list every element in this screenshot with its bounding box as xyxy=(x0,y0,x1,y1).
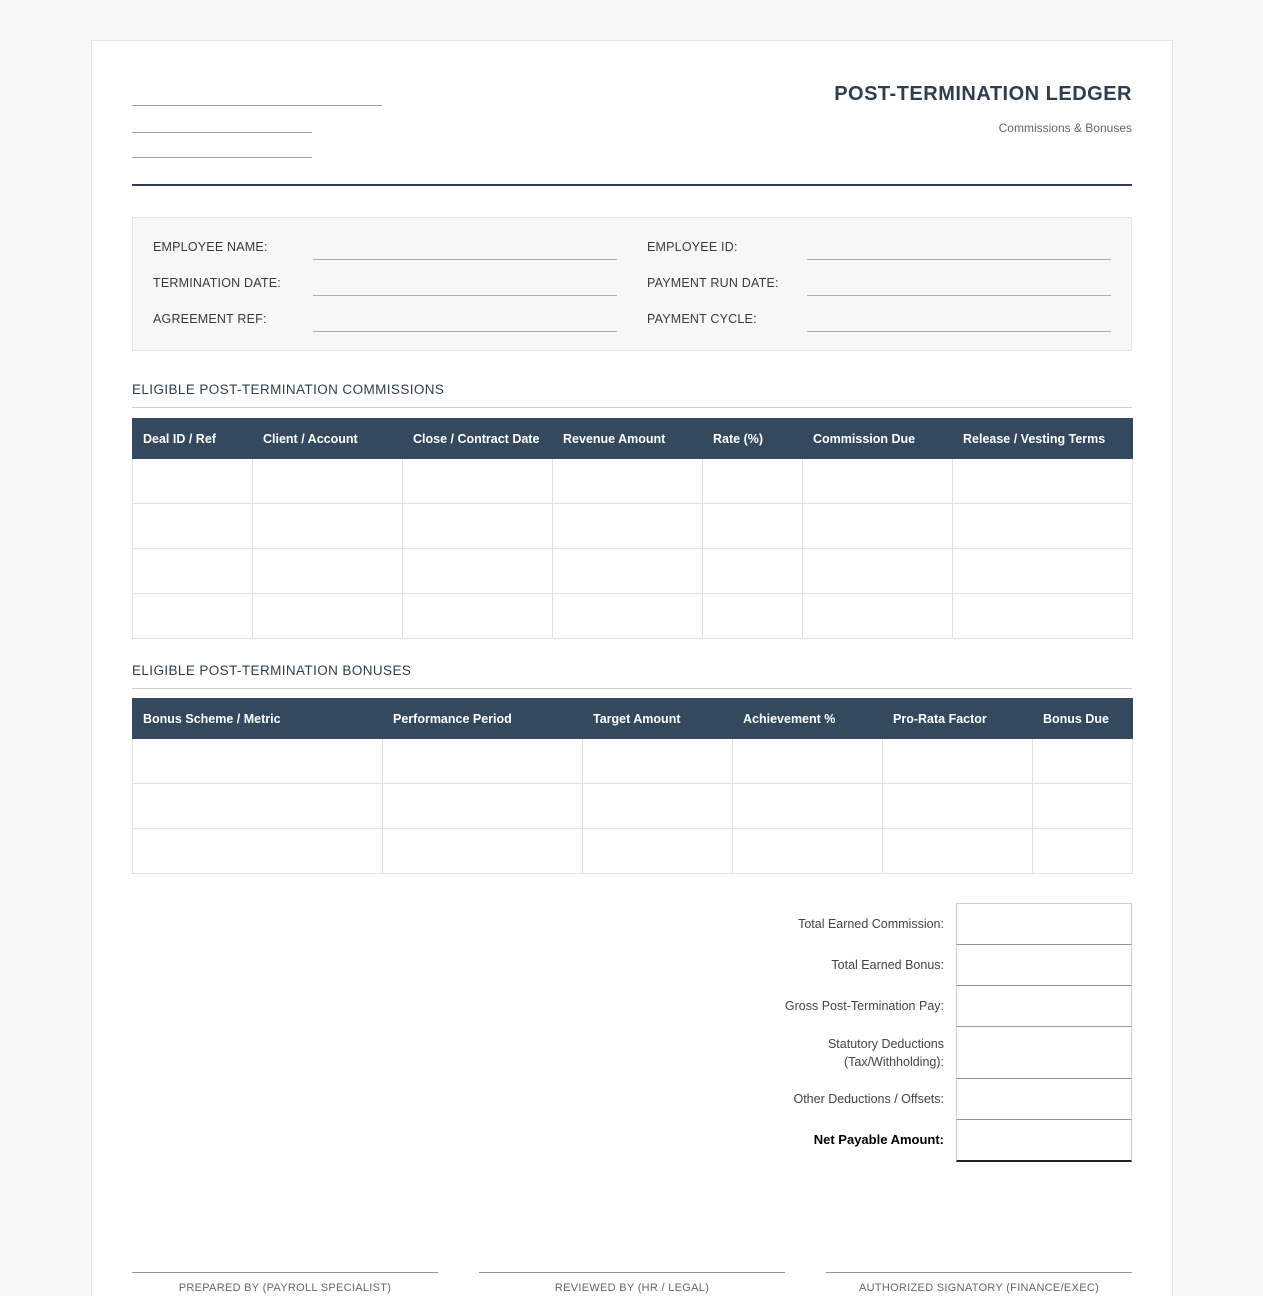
table-cell[interactable] xyxy=(703,459,803,504)
payment-run-date-field xyxy=(647,272,1111,296)
employee-id-label: EMPLOYEE ID: xyxy=(647,240,738,254)
table-cell[interactable] xyxy=(583,739,733,784)
commissions-section-title: ELIGIBLE POST-TERMINATION COMMISSIONS xyxy=(132,382,1132,408)
signature-label: REVIEWED BY (HR / LEGAL) xyxy=(554,1282,710,1294)
table-cell[interactable] xyxy=(253,459,403,504)
column-header: Client / Account xyxy=(253,419,403,459)
signature-reviewed-by xyxy=(479,1272,785,1294)
employee-name-label: EMPLOYEE NAME: xyxy=(153,240,268,254)
table-row xyxy=(133,459,1133,504)
employee-id-field xyxy=(647,236,1111,260)
payment-run-date-input[interactable] xyxy=(807,274,1111,296)
column-header: Bonus Due xyxy=(1033,699,1133,739)
table-cell[interactable] xyxy=(953,594,1133,639)
total-bonus-label: Total Earned Bonus: xyxy=(831,958,944,972)
table-cell[interactable] xyxy=(583,784,733,829)
net-payable-input[interactable] xyxy=(956,1120,1132,1162)
statutory-deductions-label: Statutory Deductions (Tax/Withholding): xyxy=(827,1037,944,1069)
table-cell[interactable] xyxy=(1033,784,1133,829)
commissions-header-row xyxy=(133,419,1133,459)
ledger-page xyxy=(91,40,1173,1296)
agreement-ref-field xyxy=(153,308,617,332)
net-payable-label: Net Payable Amount: xyxy=(813,1132,944,1147)
table-cell[interactable] xyxy=(133,549,253,594)
table-cell[interactable] xyxy=(553,594,703,639)
table-cell[interactable] xyxy=(553,549,703,594)
other-deductions-input[interactable] xyxy=(956,1079,1132,1120)
table-cell[interactable] xyxy=(383,829,583,874)
table-cell[interactable] xyxy=(403,504,553,549)
table-cell[interactable] xyxy=(703,549,803,594)
agreement-ref-label: AGREEMENT REF: xyxy=(153,312,267,326)
table-row xyxy=(133,829,1133,874)
employee-name-input[interactable] xyxy=(313,238,617,260)
signature-line[interactable] xyxy=(132,1272,438,1273)
table-cell[interactable] xyxy=(953,504,1133,549)
termination-date-input[interactable] xyxy=(313,274,617,296)
signature-prepared-by xyxy=(132,1272,438,1294)
table-cell[interactable] xyxy=(403,549,553,594)
signature-label: PREPARED BY (PAYROLL SPECIALIST) xyxy=(178,1282,392,1294)
table-cell[interactable] xyxy=(1033,739,1133,784)
commissions-table xyxy=(132,418,1133,639)
column-header: Rate (%) xyxy=(703,419,803,459)
table-cell[interactable] xyxy=(133,504,253,549)
table-cell[interactable] xyxy=(403,594,553,639)
termination-date-label: TERMINATION DATE: xyxy=(153,276,281,290)
table-cell[interactable] xyxy=(703,504,803,549)
total-commission-label: Total Earned Commission: xyxy=(798,917,944,931)
bonuses-section-title: ELIGIBLE POST-TERMINATION BONUSES xyxy=(132,663,1132,689)
signature-label: AUTHORIZED SIGNATORY (FINANCE/EXEC) xyxy=(858,1282,1100,1294)
table-cell[interactable] xyxy=(133,829,383,874)
document-title: POST-TERMINATION LEDGER xyxy=(834,83,1132,105)
total-commission-input[interactable] xyxy=(956,903,1132,945)
agreement-ref-input[interactable] xyxy=(313,310,617,332)
organization-name-line[interactable] xyxy=(132,105,382,106)
table-cell[interactable] xyxy=(133,459,253,504)
organization-contact-line[interactable] xyxy=(132,157,312,158)
table-cell[interactable] xyxy=(883,739,1033,784)
table-row xyxy=(133,549,1133,594)
header-divider xyxy=(132,184,1132,186)
column-header: Commission Due xyxy=(803,419,953,459)
table-cell[interactable] xyxy=(803,459,953,504)
column-header: Bonus Scheme / Metric xyxy=(133,699,383,739)
column-header: Performance Period xyxy=(383,699,583,739)
table-row xyxy=(133,504,1133,549)
table-cell[interactable] xyxy=(883,829,1033,874)
table-cell[interactable] xyxy=(383,784,583,829)
column-header: Achievement % xyxy=(733,699,883,739)
table-cell[interactable] xyxy=(1033,829,1133,874)
signature-line[interactable] xyxy=(826,1272,1132,1273)
employee-id-input[interactable] xyxy=(807,238,1111,260)
column-header: Target Amount xyxy=(583,699,733,739)
table-cell[interactable] xyxy=(803,504,953,549)
table-cell[interactable] xyxy=(553,459,703,504)
organization-address-line[interactable] xyxy=(132,132,312,133)
employee-info-panel xyxy=(132,217,1132,351)
gross-pay-input[interactable] xyxy=(956,986,1132,1027)
column-header: Revenue Amount xyxy=(553,419,703,459)
table-cell[interactable] xyxy=(733,829,883,874)
other-deductions-label: Other Deductions / Offsets: xyxy=(793,1092,944,1106)
table-cell[interactable] xyxy=(803,594,953,639)
table-cell[interactable] xyxy=(553,504,703,549)
table-cell[interactable] xyxy=(583,829,733,874)
table-cell[interactable] xyxy=(133,739,383,784)
table-row xyxy=(133,784,1133,829)
table-cell[interactable] xyxy=(133,784,383,829)
table-cell[interactable] xyxy=(733,739,883,784)
bonuses-header-row xyxy=(133,699,1133,739)
table-cell[interactable] xyxy=(133,594,253,639)
signature-authorized xyxy=(826,1272,1132,1294)
signature-line[interactable] xyxy=(479,1272,785,1273)
table-cell[interactable] xyxy=(253,549,403,594)
table-cell[interactable] xyxy=(253,504,403,549)
employee-name-field xyxy=(153,236,617,260)
termination-date-field xyxy=(153,272,617,296)
table-row xyxy=(133,594,1133,639)
payment-run-date-label: PAYMENT RUN DATE: xyxy=(647,276,779,290)
column-header: Release / Vesting Terms xyxy=(953,419,1133,459)
table-cell[interactable] xyxy=(953,549,1133,594)
column-header: Deal ID / Ref xyxy=(133,419,253,459)
payment-cycle-field xyxy=(647,308,1111,332)
table-row xyxy=(133,739,1133,784)
statutory-deductions-input[interactable] xyxy=(956,1027,1132,1079)
table-cell[interactable] xyxy=(403,459,553,504)
table-cell[interactable] xyxy=(953,459,1133,504)
column-header: Close / Contract Date xyxy=(403,419,553,459)
document-subtitle: Commissions & Bonuses xyxy=(998,121,1132,135)
table-cell[interactable] xyxy=(253,594,403,639)
column-header: Pro-Rata Factor xyxy=(883,699,1033,739)
table-cell[interactable] xyxy=(803,549,953,594)
table-cell[interactable] xyxy=(383,739,583,784)
bonuses-table xyxy=(132,698,1133,874)
payment-cycle-input[interactable] xyxy=(807,310,1111,332)
table-cell[interactable] xyxy=(703,594,803,639)
payment-cycle-label: PAYMENT CYCLE: xyxy=(647,312,757,326)
table-cell[interactable] xyxy=(883,784,1033,829)
gross-pay-label: Gross Post-Termination Pay: xyxy=(784,999,944,1013)
table-cell[interactable] xyxy=(733,784,883,829)
total-bonus-input[interactable] xyxy=(956,945,1132,986)
